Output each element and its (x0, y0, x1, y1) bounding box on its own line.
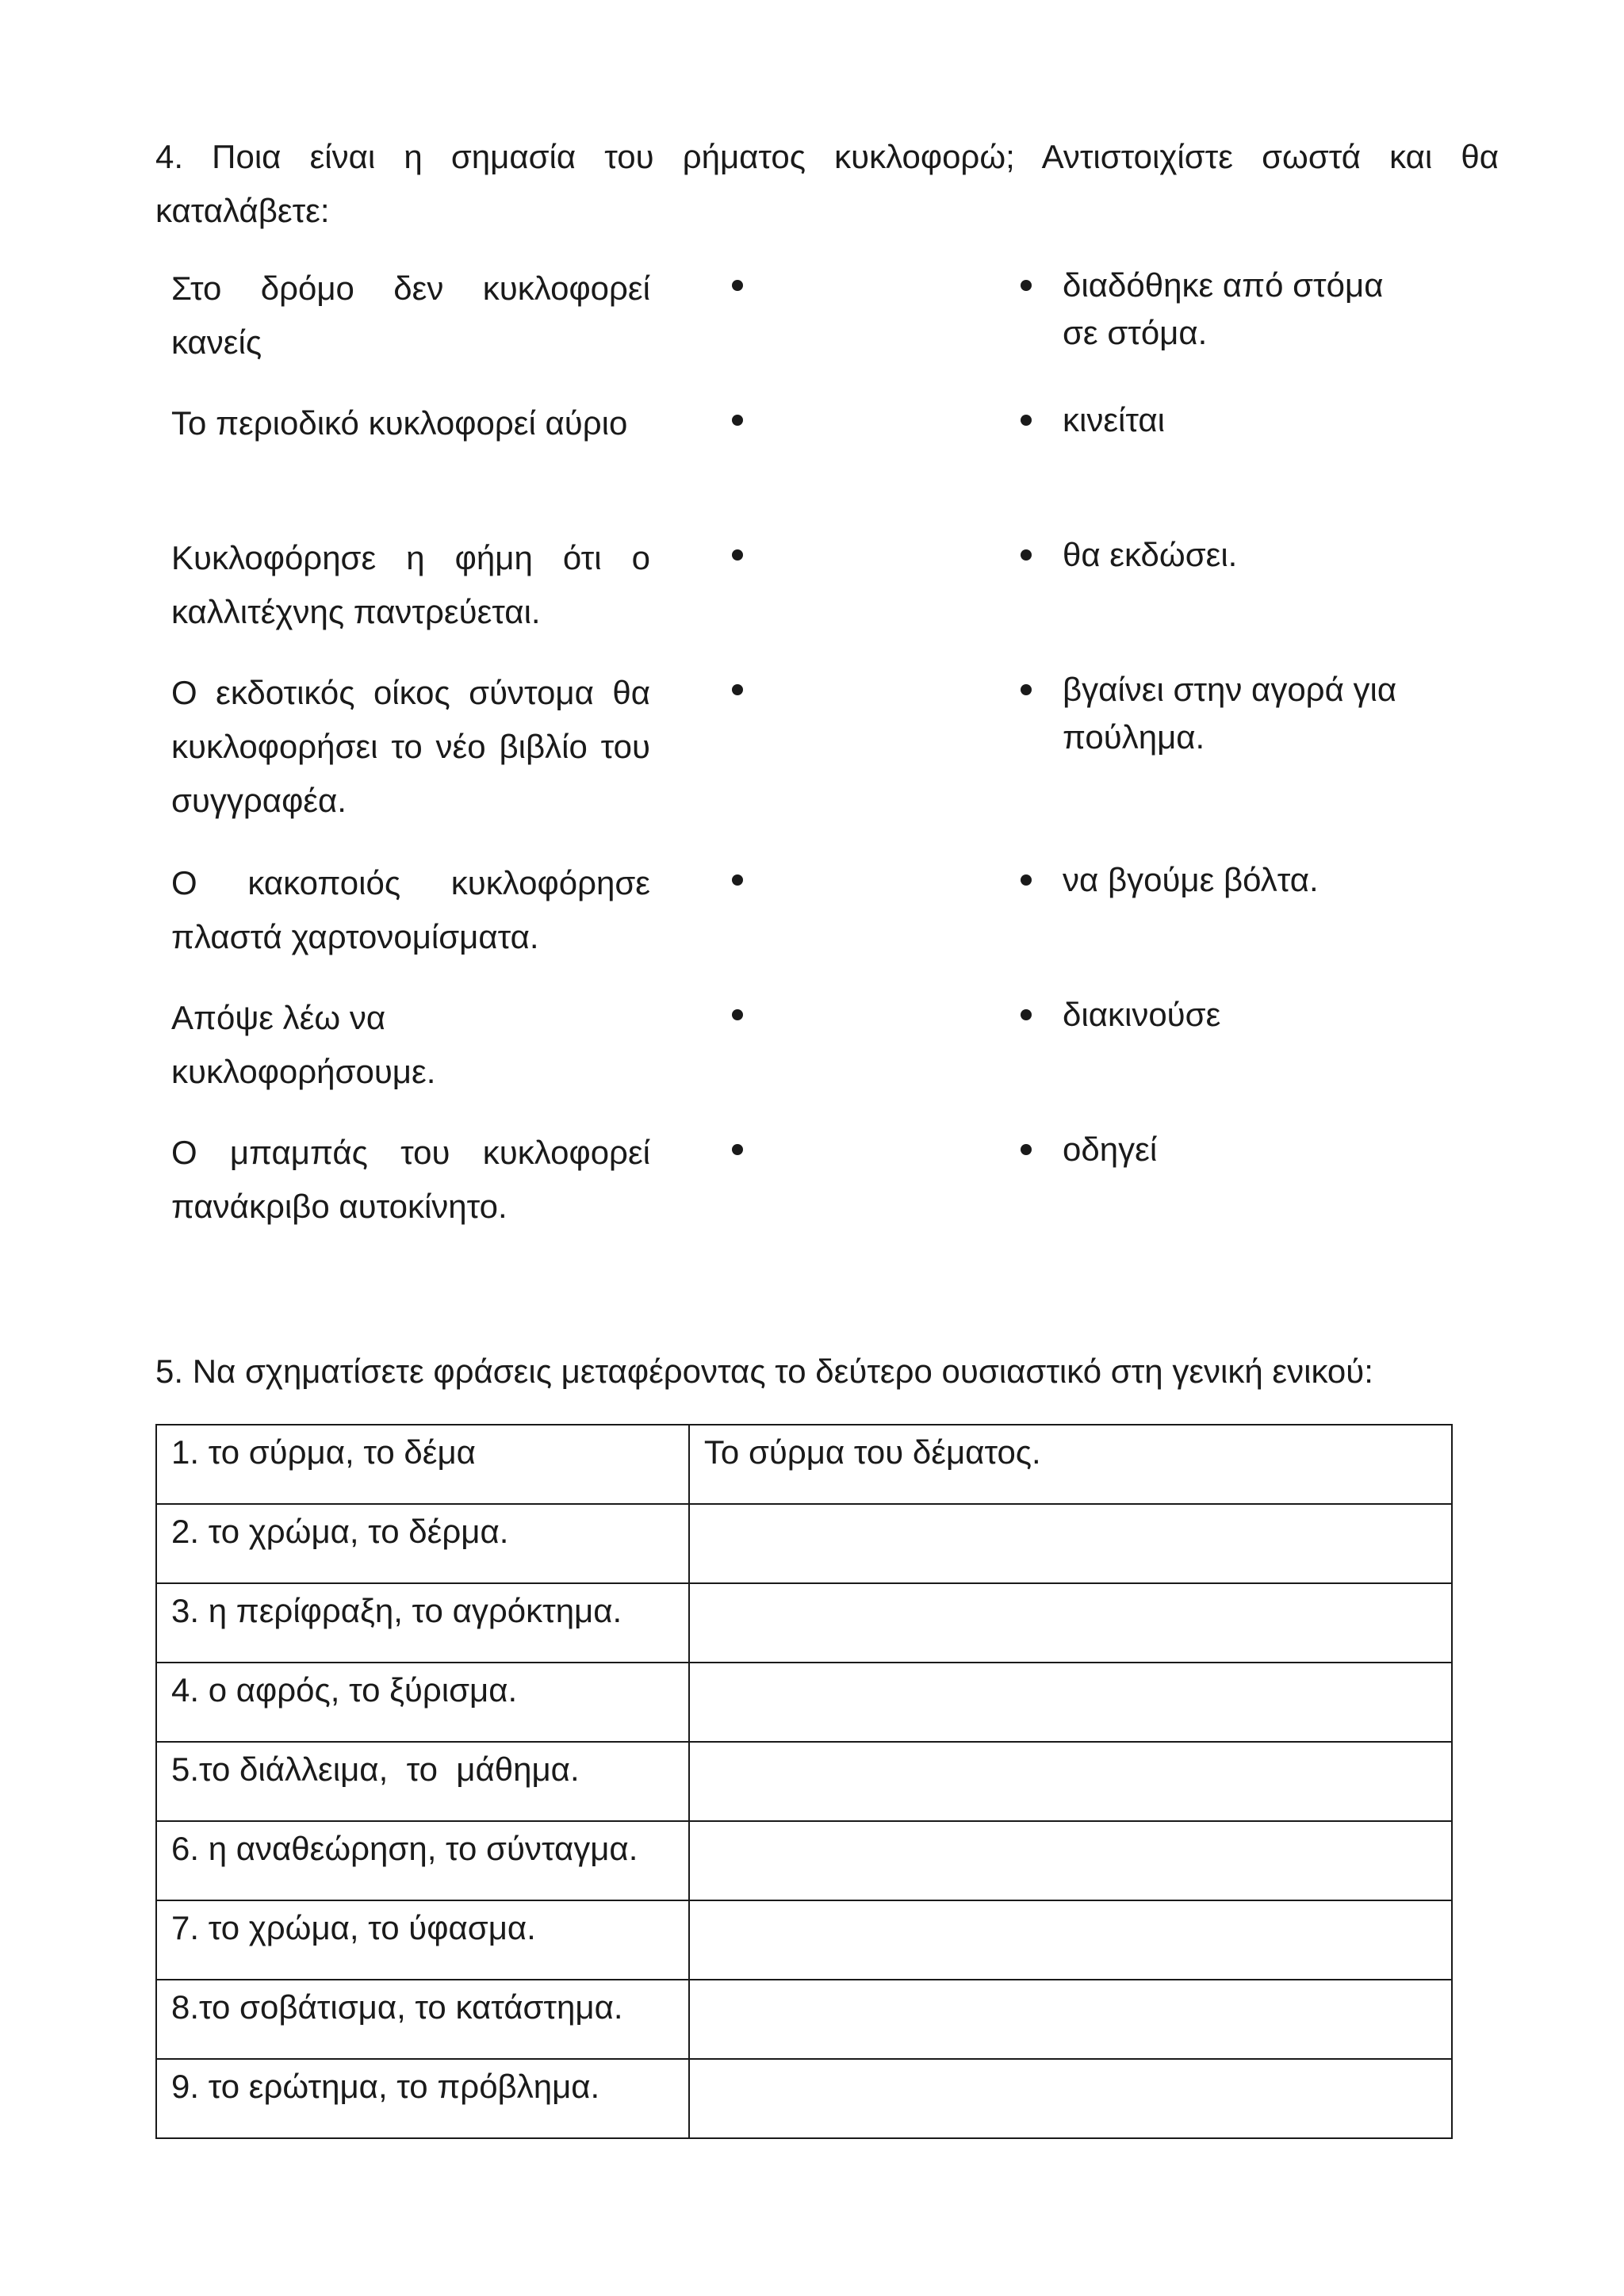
prompt-cell: 8.το σοβάτισμα, το κατάστημα. (156, 1980, 689, 2059)
answer-cell[interactable] (689, 1900, 1452, 1980)
answer-cell[interactable] (689, 1663, 1452, 1742)
exercise-4-heading: 4. Ποια είναι η σημασία του ρήματος κυκλοφορώ; Αντιστοιχίστε σωστά και θα καταλάβετε: (155, 138, 1499, 229)
match-left-item: Κυκλοφόρησε η φήμη ότι ο καλλιτέχνης παντρεύεται. (171, 539, 650, 630)
table-row (156, 1504, 1452, 1583)
table-row (156, 1425, 1452, 1504)
exercise-5-table (155, 1424, 1453, 2139)
answer-cell[interactable] (689, 1821, 1452, 1900)
answer-cell[interactable] (689, 1980, 1452, 2059)
match-right-item: διακινούσε (1063, 996, 1221, 1033)
match-left-item: Ο εκδοτικός οίκος σύντομα θα κυκλοφορήσει το νέο βιβλίο του συγγραφέα. (171, 674, 650, 819)
answer-cell[interactable] (689, 1742, 1452, 1821)
match-right-item: θα εκδώσει. (1063, 536, 1238, 573)
match-left-item: Ο μπαμπάς του κυκλοφορεί πανάκριβο αυτοκίνητο. (171, 1134, 650, 1225)
prompt-cell: 7. το χρώμα, το ύφασμα. (156, 1900, 689, 1980)
left-bullet-point[interactable] (722, 674, 753, 706)
table-row (156, 2059, 1452, 2138)
right-bullet-point[interactable] (1010, 270, 1042, 301)
exercise-5-heading: 5. Να σχηματίσετε φράσεις μεταφέροντας το δεύτερο ουσιαστικό στη γενική ενικού: (155, 1353, 1373, 1390)
right-bullet-point[interactable] (1010, 674, 1042, 706)
table-row (156, 1663, 1452, 1742)
match-right-item: οδηγεί (1063, 1131, 1158, 1168)
left-bullet-point[interactable] (722, 270, 753, 301)
answer-cell[interactable]: Το σύρμα του δέματος. (689, 1425, 1452, 1504)
prompt-cell: 4. ο αφρός, το ξύρισμα. (156, 1663, 689, 1742)
match-right-item: διαδόθηκε από στόμα σε στόμα. (1063, 266, 1384, 351)
right-bullet-point[interactable] (1010, 1134, 1042, 1165)
prompt-cell: 2. το χρώμα, το δέρμα. (156, 1504, 689, 1583)
right-bullet-point[interactable] (1010, 539, 1042, 571)
table-row (156, 1900, 1452, 1980)
match-right-item: βγαίνει στην αγορά για πούλημα. (1063, 671, 1397, 756)
prompt-cell: 3. η περίφραξη, το αγρόκτημα. (156, 1583, 689, 1663)
prompt-cell: 9. το ερώτημα, το πρόβλημα. (156, 2059, 689, 2138)
table-row (156, 1821, 1452, 1900)
answer-cell[interactable] (689, 1583, 1452, 1663)
match-right-item: να βγούμε βόλτα. (1063, 861, 1319, 898)
table-row (156, 1742, 1452, 1821)
prompt-cell: 5.το διάλλειμα, το μάθημα. (156, 1742, 689, 1821)
left-bullet-point[interactable] (722, 999, 753, 1031)
right-bullet-point[interactable] (1010, 404, 1042, 436)
table-row (156, 1980, 1452, 2059)
answer-cell[interactable] (689, 1504, 1452, 1583)
match-left-item: Απόψε λέω να κυκλοφορήσουμε. (171, 999, 436, 1090)
left-bullet-point[interactable] (722, 539, 753, 571)
match-left-item: Το περιοδικό κυκλοφορεί αύριο (171, 404, 628, 442)
left-bullet-point[interactable] (722, 404, 753, 436)
match-left-item: Στο δρόμο δεν κυκλοφορεί κανείς (171, 270, 650, 361)
left-bullet-point[interactable] (722, 1134, 753, 1165)
table-row (156, 1583, 1452, 1663)
prompt-cell: 1. το σύρμα, το δέμα (156, 1425, 689, 1504)
prompt-cell: 6. η αναθεώρηση, το σύνταγμα. (156, 1821, 689, 1900)
right-bullet-point[interactable] (1010, 864, 1042, 896)
match-left-item: Ο κακοποιός κυκλοφόρησε πλαστά χαρτονομίσματα. (171, 864, 650, 955)
right-bullet-point[interactable] (1010, 999, 1042, 1031)
left-bullet-point[interactable] (722, 864, 753, 896)
answer-cell[interactable] (689, 2059, 1452, 2138)
match-right-item: κινείται (1063, 401, 1165, 438)
